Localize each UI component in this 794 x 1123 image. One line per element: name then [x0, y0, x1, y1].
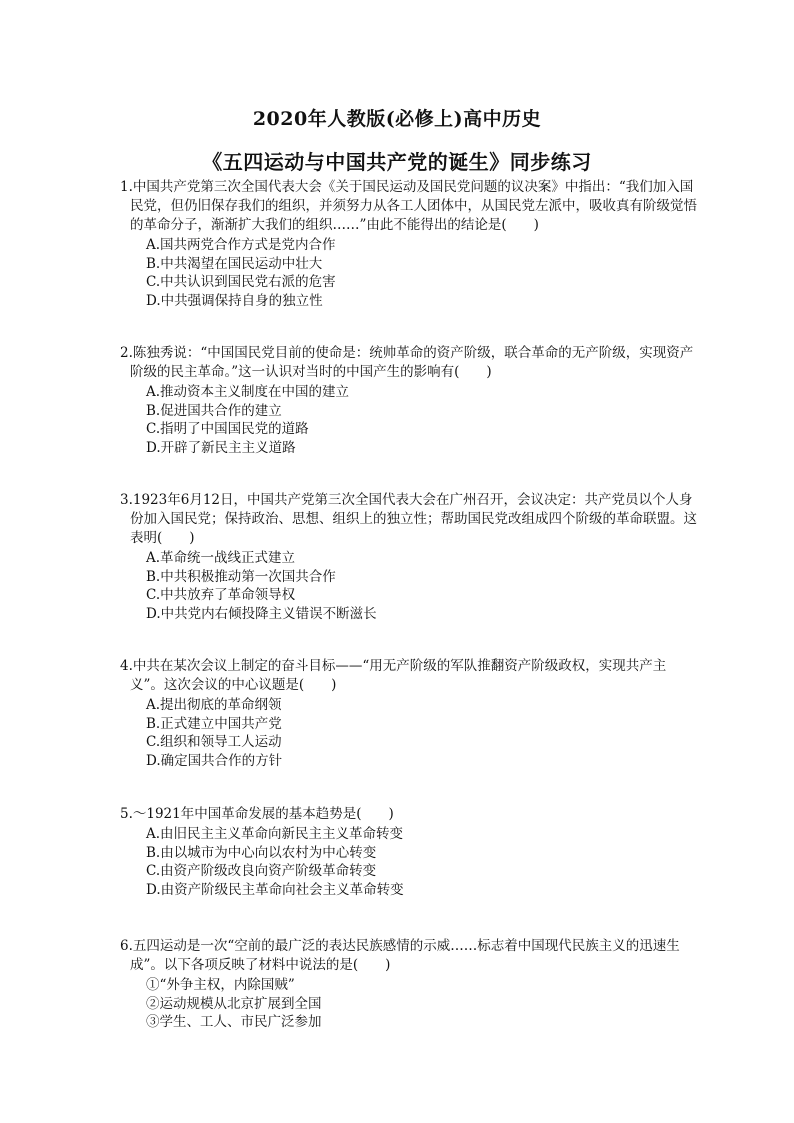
option-d: D.中共强调保持自身的独立性 — [146, 292, 323, 309]
question-1 — [120, 178, 700, 310]
option-d: D.由资产阶级民主革命向社会主义革命转变 — [146, 881, 404, 898]
option-b: B.促进国共合作的建立 — [146, 402, 282, 419]
option-list — [120, 976, 700, 1032]
option-c: C.组织和领导工人运动 — [146, 734, 282, 750]
question-6 — [120, 937, 700, 1032]
option-b: B.中共渴望在国民运动中壮大 — [146, 255, 323, 272]
question-3 — [120, 491, 700, 623]
option-a: A.由旧民主主义革命向新民主主义革命转变 — [146, 826, 404, 842]
option-a: A.国共两党合作方式是党内合作 — [146, 237, 336, 253]
statement-2: ②运动规模从北京扩展到全国 — [146, 995, 322, 1012]
question-stem: 6.五四运动是一次“空前的最广泛的表达民族感情的示威……标志着中国现代民族主义的迅速生成”。以下各项反映了材料中说法的是( ) — [120, 938, 680, 973]
option-a: A.推动资本主义制度在中国的建立 — [146, 384, 350, 400]
question-stem: 5.～1921年中国革命发展的基本趋势是( ) — [120, 806, 394, 822]
option-list — [120, 383, 700, 457]
statement-3: ③学生、工人、市民广泛参加 — [146, 1014, 322, 1030]
option-c: C.中共放弃了革命领导权 — [146, 587, 296, 603]
option-list — [120, 825, 700, 899]
option-d: D.开辟了新民主主义道路 — [146, 439, 296, 456]
question-stem: 2.陈独秀说：“中国国民党目前的使命是：统帅革命的资产阶级，联合革命的无产阶级，实现资产阶级的民主革命。”这一认识对当时的中国产生的影响有( ) — [120, 345, 694, 380]
question-stem: 4.中共在某次会议上制定的奋斗目标——“用无产阶级的军队推翻资产阶级政权，实现共产主义”。这次会议的中心议题是( ) — [120, 658, 667, 693]
document-title: 2020年人教版(必修上)高中历史 — [252, 108, 542, 130]
option-list — [120, 236, 700, 310]
question-5 — [120, 805, 700, 899]
option-b: B.中共积极推动第一次国共合作 — [146, 568, 336, 585]
option-d: D.确定国共合作的方针 — [146, 752, 283, 769]
option-a: A.提出彻底的革命纲领 — [146, 697, 282, 713]
statement-1: ①“外争主权，内除国贼” — [146, 977, 295, 993]
option-c: C.由资产阶级改良向资产阶级革命转变 — [146, 863, 377, 879]
option-b: B.由以城市为中心向以农村为中心转变 — [146, 844, 377, 861]
document-subtitle: 《五四运动与中国共产党的诞生》同步练习 — [202, 150, 592, 174]
question-stem: 3.1923年6月12日，中国共产党第三次全国代表大会在广州召开，会议决定：共产党员以个人身份加入国民党；保持政治、思想、组织上的独立性；帮助国民党改组成四个阶级的革命联盟。这表明( ) — [120, 492, 697, 546]
question-stem: 1.中国共产党第三次全国代表大会《关于国民运动及国民党问题的议决案》中指出：“我们加入国民党，但仍旧保存我们的组织，并须努力从各工人团体中，从国民党左派中，吸收真有阶级觉悟的革命分子，渐渐扩大我们的组织……”由此不能得出的结论是( ) — [120, 179, 697, 233]
option-a: A.革命统一战线正式建立 — [146, 550, 296, 566]
question-4 — [120, 657, 700, 770]
option-c: C.中共认识到国民党右派的危害 — [146, 274, 336, 290]
option-list — [120, 549, 700, 623]
option-b: B.正式建立中国共产党 — [146, 715, 282, 732]
option-d: D.中共党内右倾投降主义错误不断滋长 — [146, 605, 377, 622]
option-c: C.指明了中国国民党的道路 — [146, 421, 309, 437]
option-list — [120, 696, 700, 770]
question-2 — [120, 344, 700, 457]
